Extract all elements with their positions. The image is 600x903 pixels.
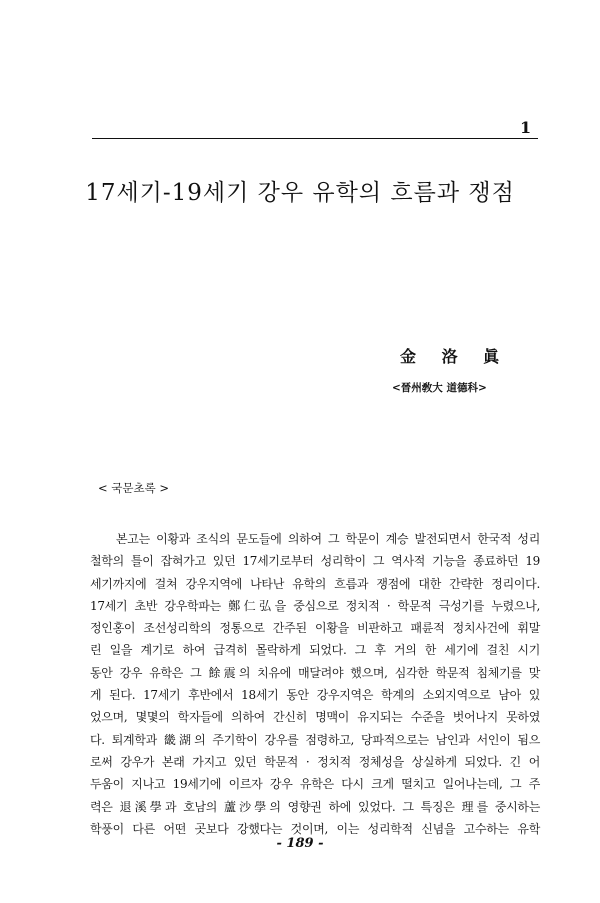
abstract-line: 게 된다. 17세기 후반에서 18세기 동안 강우지역은 학계의 소외지역으로 남아 있 <box>90 688 540 703</box>
abstract-line: 본고는 이황과 조식의 문도들에 의하여 그 학문이 계승 발전되면서 한국적 성리 <box>116 532 540 546</box>
abstract-line: 철학의 틀이 잡혀가고 있던 17세기로부터 성리학이 그 역사적 기능을 종료하던 19 <box>90 554 540 569</box>
abstract-line: 두움이 지나고 19세기에 이르자 강우 유학은 다시 크게 떨치고 일어나는데, 그 주 <box>90 777 540 792</box>
abstract-line: 정인홍이 조선성리학의 정통으로 간주된 이황을 비판하고 패륜적 정치사건에 휘말 <box>90 621 540 636</box>
abstract-line: 다. 퇴계학과 畿湖의 주기학이 강우를 점령하고, 당파적으로는 남인과 서인이 됨으 <box>90 732 540 747</box>
abstract-label: < 국문초록 > <box>98 481 170 495</box>
page-number: - 189 - <box>276 836 324 851</box>
author-affiliation: <晉州敎大 道德科> <box>392 382 487 394</box>
author-name: 金 洛 眞 <box>400 347 510 366</box>
paper-title: 17세기-19세기 강우 유학의 흐름과 쟁점 <box>85 180 515 206</box>
header-rule <box>92 138 538 139</box>
abstract-line: 세기까지에 걸쳐 강우지역에 나타난 유학의 흐름과 쟁점에 대한 간략한 정리이다. <box>90 576 540 591</box>
abstract-line: 었으며, 몇몇의 학자들에 의하여 간신히 명맥이 유지되는 수준을 벗어나지 못하였 <box>90 710 540 725</box>
abstract-body <box>90 528 540 840</box>
abstract-line: 로써 강우가 본래 가지고 있던 학문적 · 정치적 정체성을 상실하게 되었다. 긴 어 <box>90 754 540 769</box>
abstract-line: 학풍이 다른 어떤 곳보다 강했다는 것이며, 이는 성리학적 신념을 고수하는 유학 <box>90 821 540 836</box>
chapter-number: 1 <box>520 118 532 137</box>
abstract-line: 동안 강우 유학은 그 餘震의 치유에 매달려야 했으며, 심각한 학문적 침체기를 맞 <box>90 665 540 680</box>
abstract-line: 력은 退溪學과 호남의 蘆沙學의 영향권 하에 있었다. 그 특징은 理를 중시하는 <box>90 799 540 814</box>
abstract-line: 17세기 초반 강우학파는 鄭仁弘을 중심으로 정치적 · 학문적 극성기를 누렸으나, <box>90 598 540 613</box>
abstract-line: 린 일을 계기로 하여 급격히 몰락하게 되었다. 그 후 거의 한 세기에 걸친 시기 <box>90 643 540 658</box>
